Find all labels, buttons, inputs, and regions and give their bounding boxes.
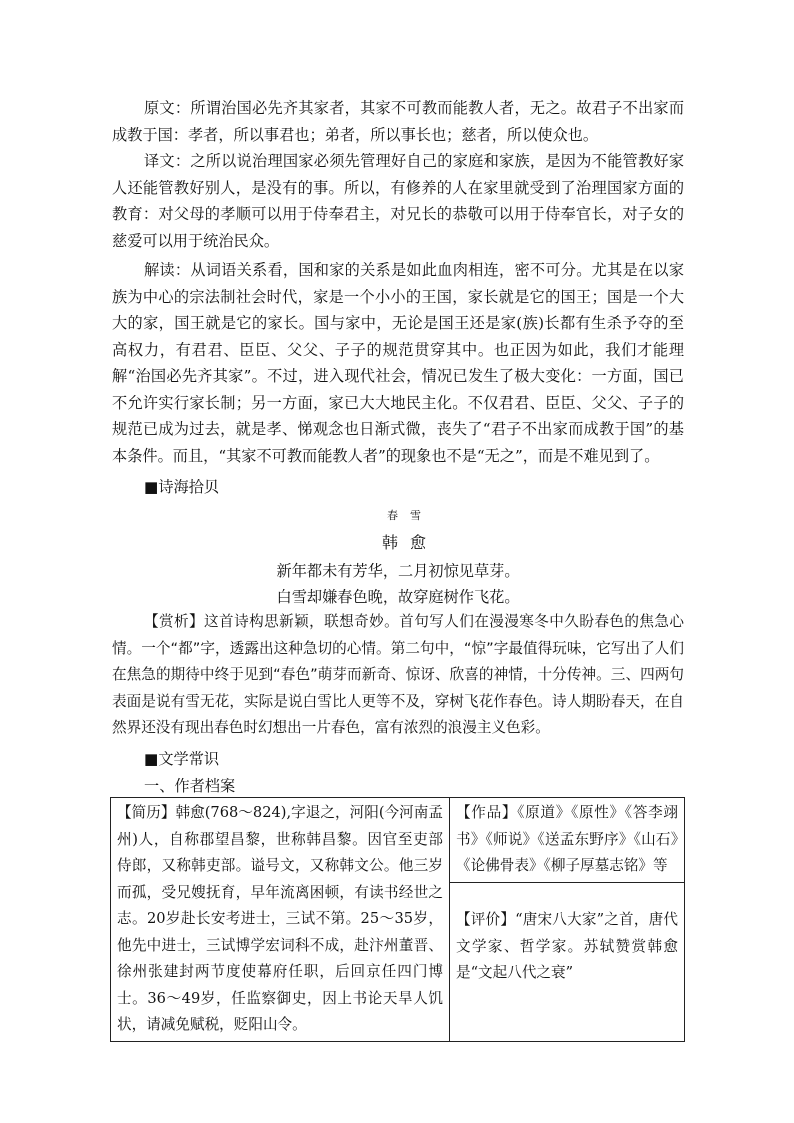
bio-cell — [111, 798, 450, 1042]
bio-text: 韩愈(768～824),字退之，河阳(今河南孟州)人，自称郡望昌黎，世称韩昌黎。因官至吏部侍郎，又称韩吏部。谥号文，又称韩文公。他三岁而孤，受兄嫂抚育，早年流离困顿，有读书经世之志。20岁赴长安考进士，三试不第。25～35岁，他先中进士，三试博学宏词科不成，赴汴州董晋、徐州张建封两节度使幕府任职，后回京任四门博士。36～49岁，任监察御史，因上书论天旱人饥状，请减免赋税，贬阳山令。 — [117, 804, 443, 1033]
review-text: “唐宋八大家”之首，唐代文学家、哲学家。苏轼赞赏韩愈是“文起八代之衰” — [456, 911, 678, 981]
review-cell — [450, 883, 685, 1042]
translation-text: 之所以说治理国家必须先管理好自己的家庭和家族，是因为不能管教好家人还能管教好别人，是没有的事。所以，有修养的人在家里就受到了治理国家方面的教育：对父母的孝顺可以用于侍奉君主，对兄长的恭敬可以用于侍奉官长，对子女的慈爱可以用于统治民众。 — [112, 152, 685, 250]
translation-label: 译文： — [144, 152, 191, 170]
interpretation-text: 从词语关系看，国和家的关系是如此血肉相连，密不可分。尤其是在以家族为中心的宗法制社会时代，家是一个小小的王国，家长就是它的国王；国是一个大大的家，国王就是它的家长。国与家中，无论是国王还是家(族)长都有生杀予夺的至高权力，有君君、臣臣、父父、子子的规范贯穿其中。也正因为如此，我们才能理解“治国必先齐其家”。不过，进入现代社会，情况已发生了极大变化：一方面，国已不允许实行家长制；另一方面，家已大大地民主化。不仅君君、臣臣、父父、子子的规范已成为过去，就是孝、悌观念也日渐式微，丧失了“君子不出家而成教于国”的基本条件。而且，“其家不可教而能教人者”的现象也不是“无之”，而是不难见到了。 — [112, 261, 685, 465]
works-text: 《原道》《原性》《答李翊书》《师说》《送孟东野序》《山石》《论佛骨表》《柳子厚墓志铭》等 — [456, 804, 678, 874]
original-text: 所谓治国必先齐其家者，其家不可教而能教人者，无之。故君子不出家而成教于国：孝者，所以事君也；弟者，所以事长也；慈者，所以使众也。 — [112, 99, 685, 144]
poem-title: 春雪 — [387, 509, 433, 522]
appreciation-paragraph — [112, 609, 684, 742]
subsection-author-profile: 一、作者档案 — [144, 777, 236, 795]
poem-line-2: 白雪却嫌春色晚，故穿庭树作飞花。 — [276, 588, 520, 606]
section-heading-literature: ■文学常识 — [144, 750, 220, 768]
section-heading-poem: ■诗海拾贝 — [144, 478, 220, 496]
appreciation-label: 【赏析】 — [144, 613, 205, 630]
review-paragraph — [456, 907, 678, 987]
interpretation-label: 解读： — [144, 261, 191, 279]
works-paragraph — [456, 800, 678, 880]
original-label: 原文： — [144, 99, 191, 117]
original-text-paragraph — [112, 95, 684, 148]
works-label: 【作品】 — [456, 804, 518, 821]
appreciation-text: 这首诗构思新颖，联想奇妙。首句写人们在漫漫寒冬中久盼春色的焦急心情。一个“都”字，透露出这种急切的心情。第二句中，“惊”字最值得玩味，它写出了人们在焦急的期待中终于见到“春色”萌芽而新奇、惊讶、欣喜的神情，十分传神。三、四两句表面是说有雪无花，实际是说白雪比人更等不及，穿树飞花作春色。诗人期盼春天，在自然界还没有现出春色时幻想出一片春色，富有浓烈的浪漫主义色彩。 — [112, 613, 684, 736]
interpretation-paragraph — [112, 257, 684, 469]
bio-paragraph — [117, 800, 443, 1039]
translation-paragraph — [112, 148, 684, 254]
author-profile-table — [110, 797, 685, 1042]
poem-author: 韩愈 — [381, 533, 438, 552]
works-cell — [450, 798, 685, 883]
review-label: 【评价】 — [456, 911, 516, 928]
bio-label: 【简历】 — [117, 804, 176, 821]
poem-line-1: 新年都未有芳华，二月初惊见草芽。 — [276, 562, 520, 580]
